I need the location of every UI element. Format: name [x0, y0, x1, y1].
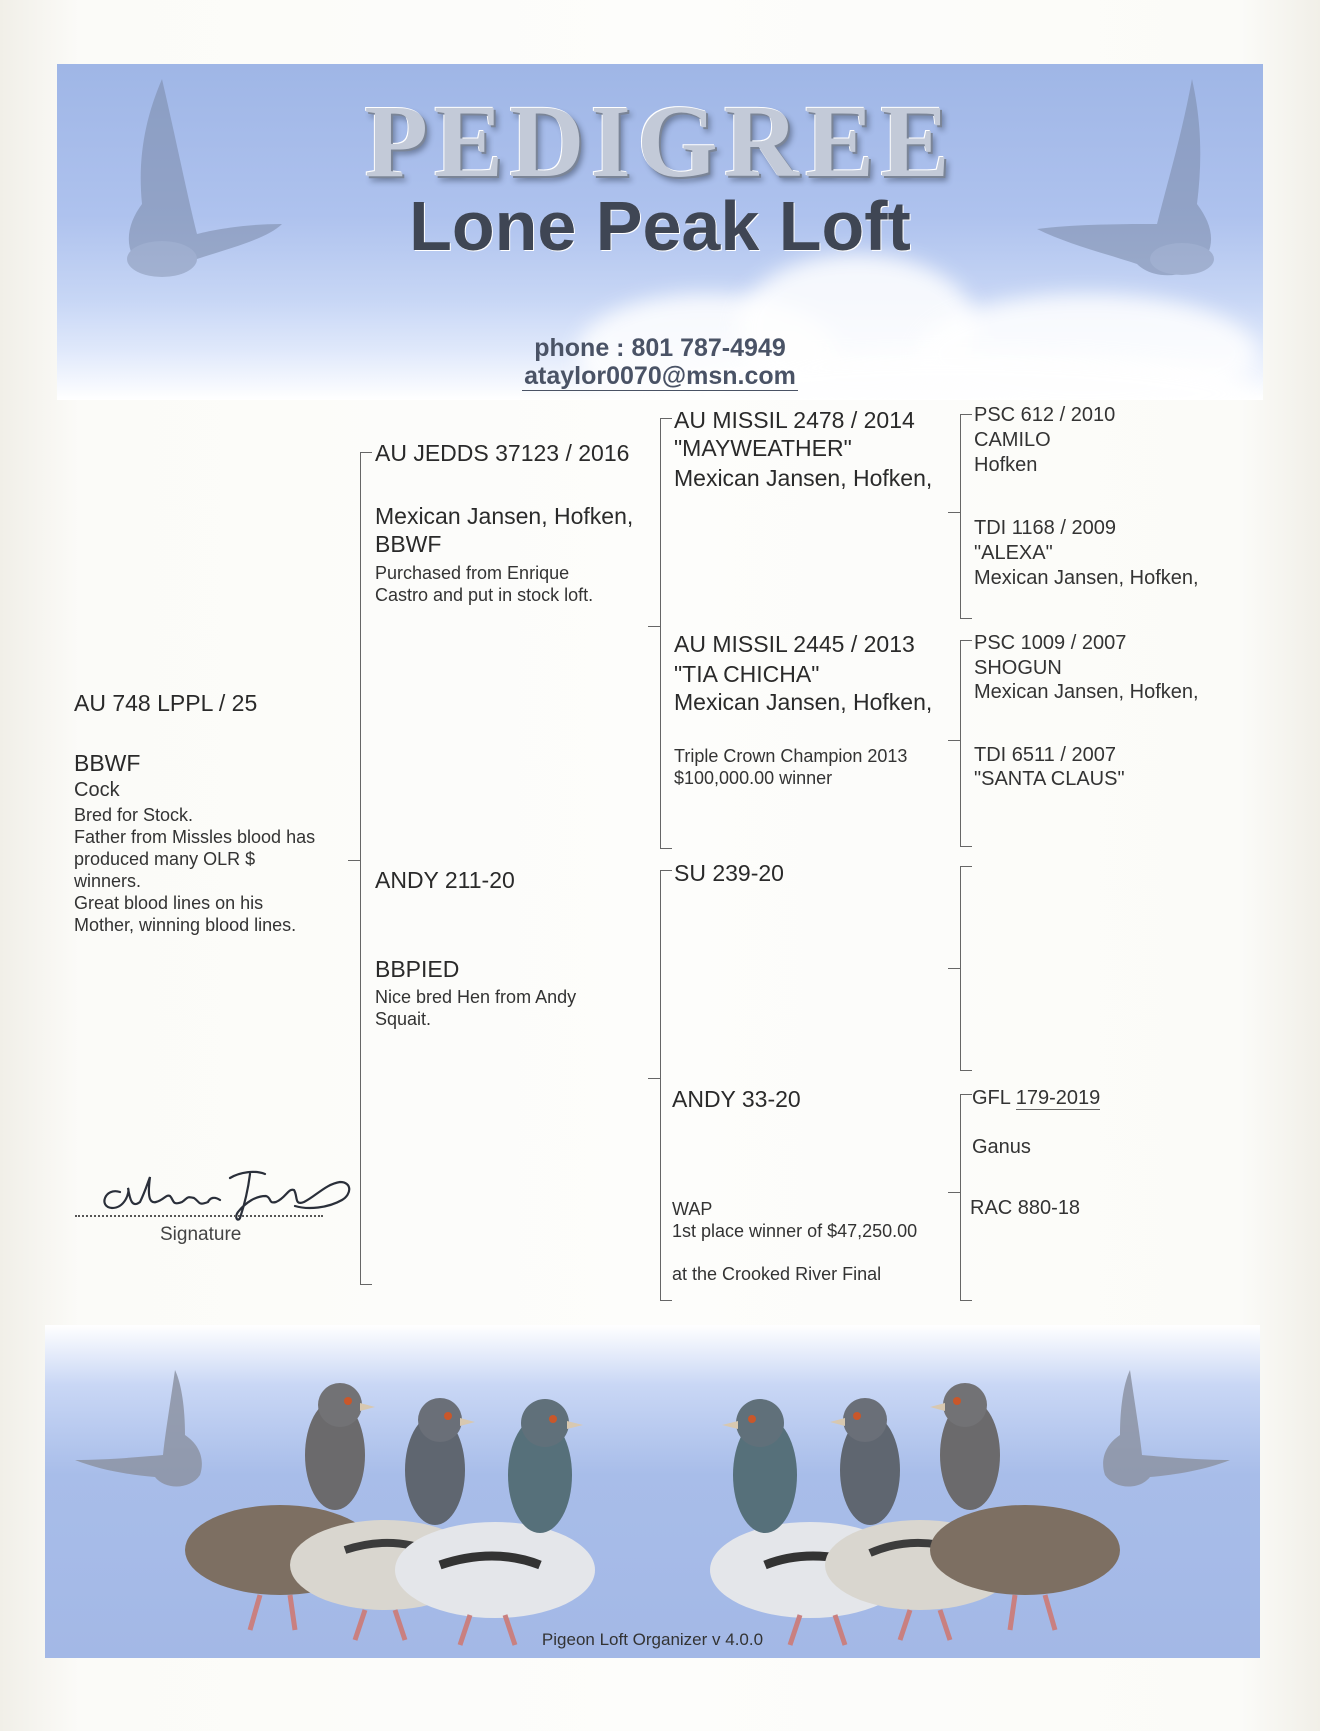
handwritten-signature [90, 1162, 360, 1222]
ss-sire-name: CAMILO [974, 429, 1051, 451]
subject-color: BBWF [74, 750, 141, 776]
sire-notes-1: Purchased from Enrique [375, 563, 570, 583]
dd-parents-bracket [960, 1094, 961, 1300]
ss-dam-name: "ALEXA" [974, 542, 1053, 564]
sire-dam-notes-1: Triple Crown Champion 2013 [674, 746, 908, 766]
contact-info [57, 334, 1263, 391]
ss-dam-band: TDI 1168 / 2009 [974, 517, 1116, 539]
sire-notes-2: Castro and put in stock loft. [375, 585, 594, 605]
sire-parents-bracket [660, 418, 661, 848]
email-address[interactable]: ataylor0070@msn.com [524, 362, 796, 390]
pigeons-illustration [45, 1325, 1260, 1658]
dd-dam-band: RAC 880-18 [970, 1197, 1081, 1219]
dd-sire-name: Ganus [972, 1136, 1031, 1158]
subject-sex: Cock [74, 779, 120, 801]
ss-parents-bracket [960, 414, 961, 618]
sd-parents-bracket [960, 640, 961, 846]
sire-strain: Mexican Jansen, Hofken, [375, 503, 634, 529]
dd-sire-band-number: 179-2019 [1015, 1087, 1101, 1109]
software-credit: Pigeon Loft Organizer v 4.0.0 [541, 1630, 764, 1649]
sire-dam-name: "TIA CHICHA" [674, 661, 820, 687]
sire-band: AU JEDDS 37123 / 2016 [375, 440, 630, 466]
sd-sire-band: PSC 1009 / 2007 [974, 632, 1127, 654]
sire-dam-notes-2: $100,000.00 winner [674, 768, 833, 788]
dam-notes-1: Nice bred Hen from Andy [375, 987, 577, 1007]
dam-dam-color: WAP [672, 1199, 713, 1219]
dam-notes-2: Squait. [375, 1009, 432, 1029]
dam-dam-notes-1: 1st place winner of $47,250.00 [672, 1221, 918, 1241]
signature-label: Signature [160, 1224, 242, 1245]
subject-notes-5: Great blood lines on his [74, 893, 264, 913]
sd-sire-name: SHOGUN [974, 657, 1062, 679]
phone-number: phone : 801 787-4949 [534, 334, 786, 362]
dam-band: ANDY 211-20 [375, 867, 515, 893]
sire-dam-band: AU MISSIL 2445 / 2013 [674, 631, 915, 657]
parents-bracket [360, 452, 361, 1284]
dd-sire-band [972, 1086, 1100, 1110]
sd-dam-band: TDI 6511 / 2007 [974, 744, 1116, 766]
dam-parents-bracket [660, 870, 661, 1300]
subject-notes-2: Father from Missles blood has [74, 827, 316, 847]
sd-dam-name: "SANTA CLAUS" [974, 768, 1125, 790]
sire-sire-strain: Mexican Jansen, Hofken, [674, 465, 933, 491]
dam-color: BBPIED [375, 956, 460, 982]
ss-dam-strain: Mexican Jansen, Hofken, [974, 567, 1199, 589]
loft-name: Lone Peak Loft [409, 187, 911, 265]
page-title: PEDIGREE [364, 84, 956, 199]
subject-notes-1: Bred for Stock. [74, 805, 194, 825]
subject-notes-6: Mother, winning blood lines. [74, 915, 297, 935]
dam-dam-band: ANDY 33-20 [672, 1086, 801, 1112]
dd-sire-band-prefix: GFL [972, 1087, 1011, 1109]
subject-band: AU 748 LPPL / 25 [74, 690, 258, 716]
ss-sire-band: PSC 612 / 2010 [974, 404, 1116, 426]
footer-banner [45, 1325, 1260, 1658]
sire-dam-strain: Mexican Jansen, Hofken, [674, 689, 933, 715]
dam-sire-band: SU 239-20 [674, 860, 784, 886]
subject-notes-4: winners. [74, 871, 142, 891]
sire-sire-name: "MAYWEATHER" [674, 435, 852, 461]
dam-dam-notes-2: at the Crooked River Final [672, 1264, 882, 1284]
ss-sire-strain: Hofken [974, 454, 1038, 476]
sire-color: BBWF [375, 531, 442, 557]
header-banner [57, 64, 1263, 400]
subject-notes-3: produced many OLR $ [74, 849, 256, 869]
sire-sire-band: AU MISSIL 2478 / 2014 [674, 407, 915, 433]
sd-sire-strain: Mexican Jansen, Hofken, [974, 681, 1199, 703]
signature-line [75, 1215, 323, 1217]
ds-parents-bracket [960, 866, 961, 1070]
